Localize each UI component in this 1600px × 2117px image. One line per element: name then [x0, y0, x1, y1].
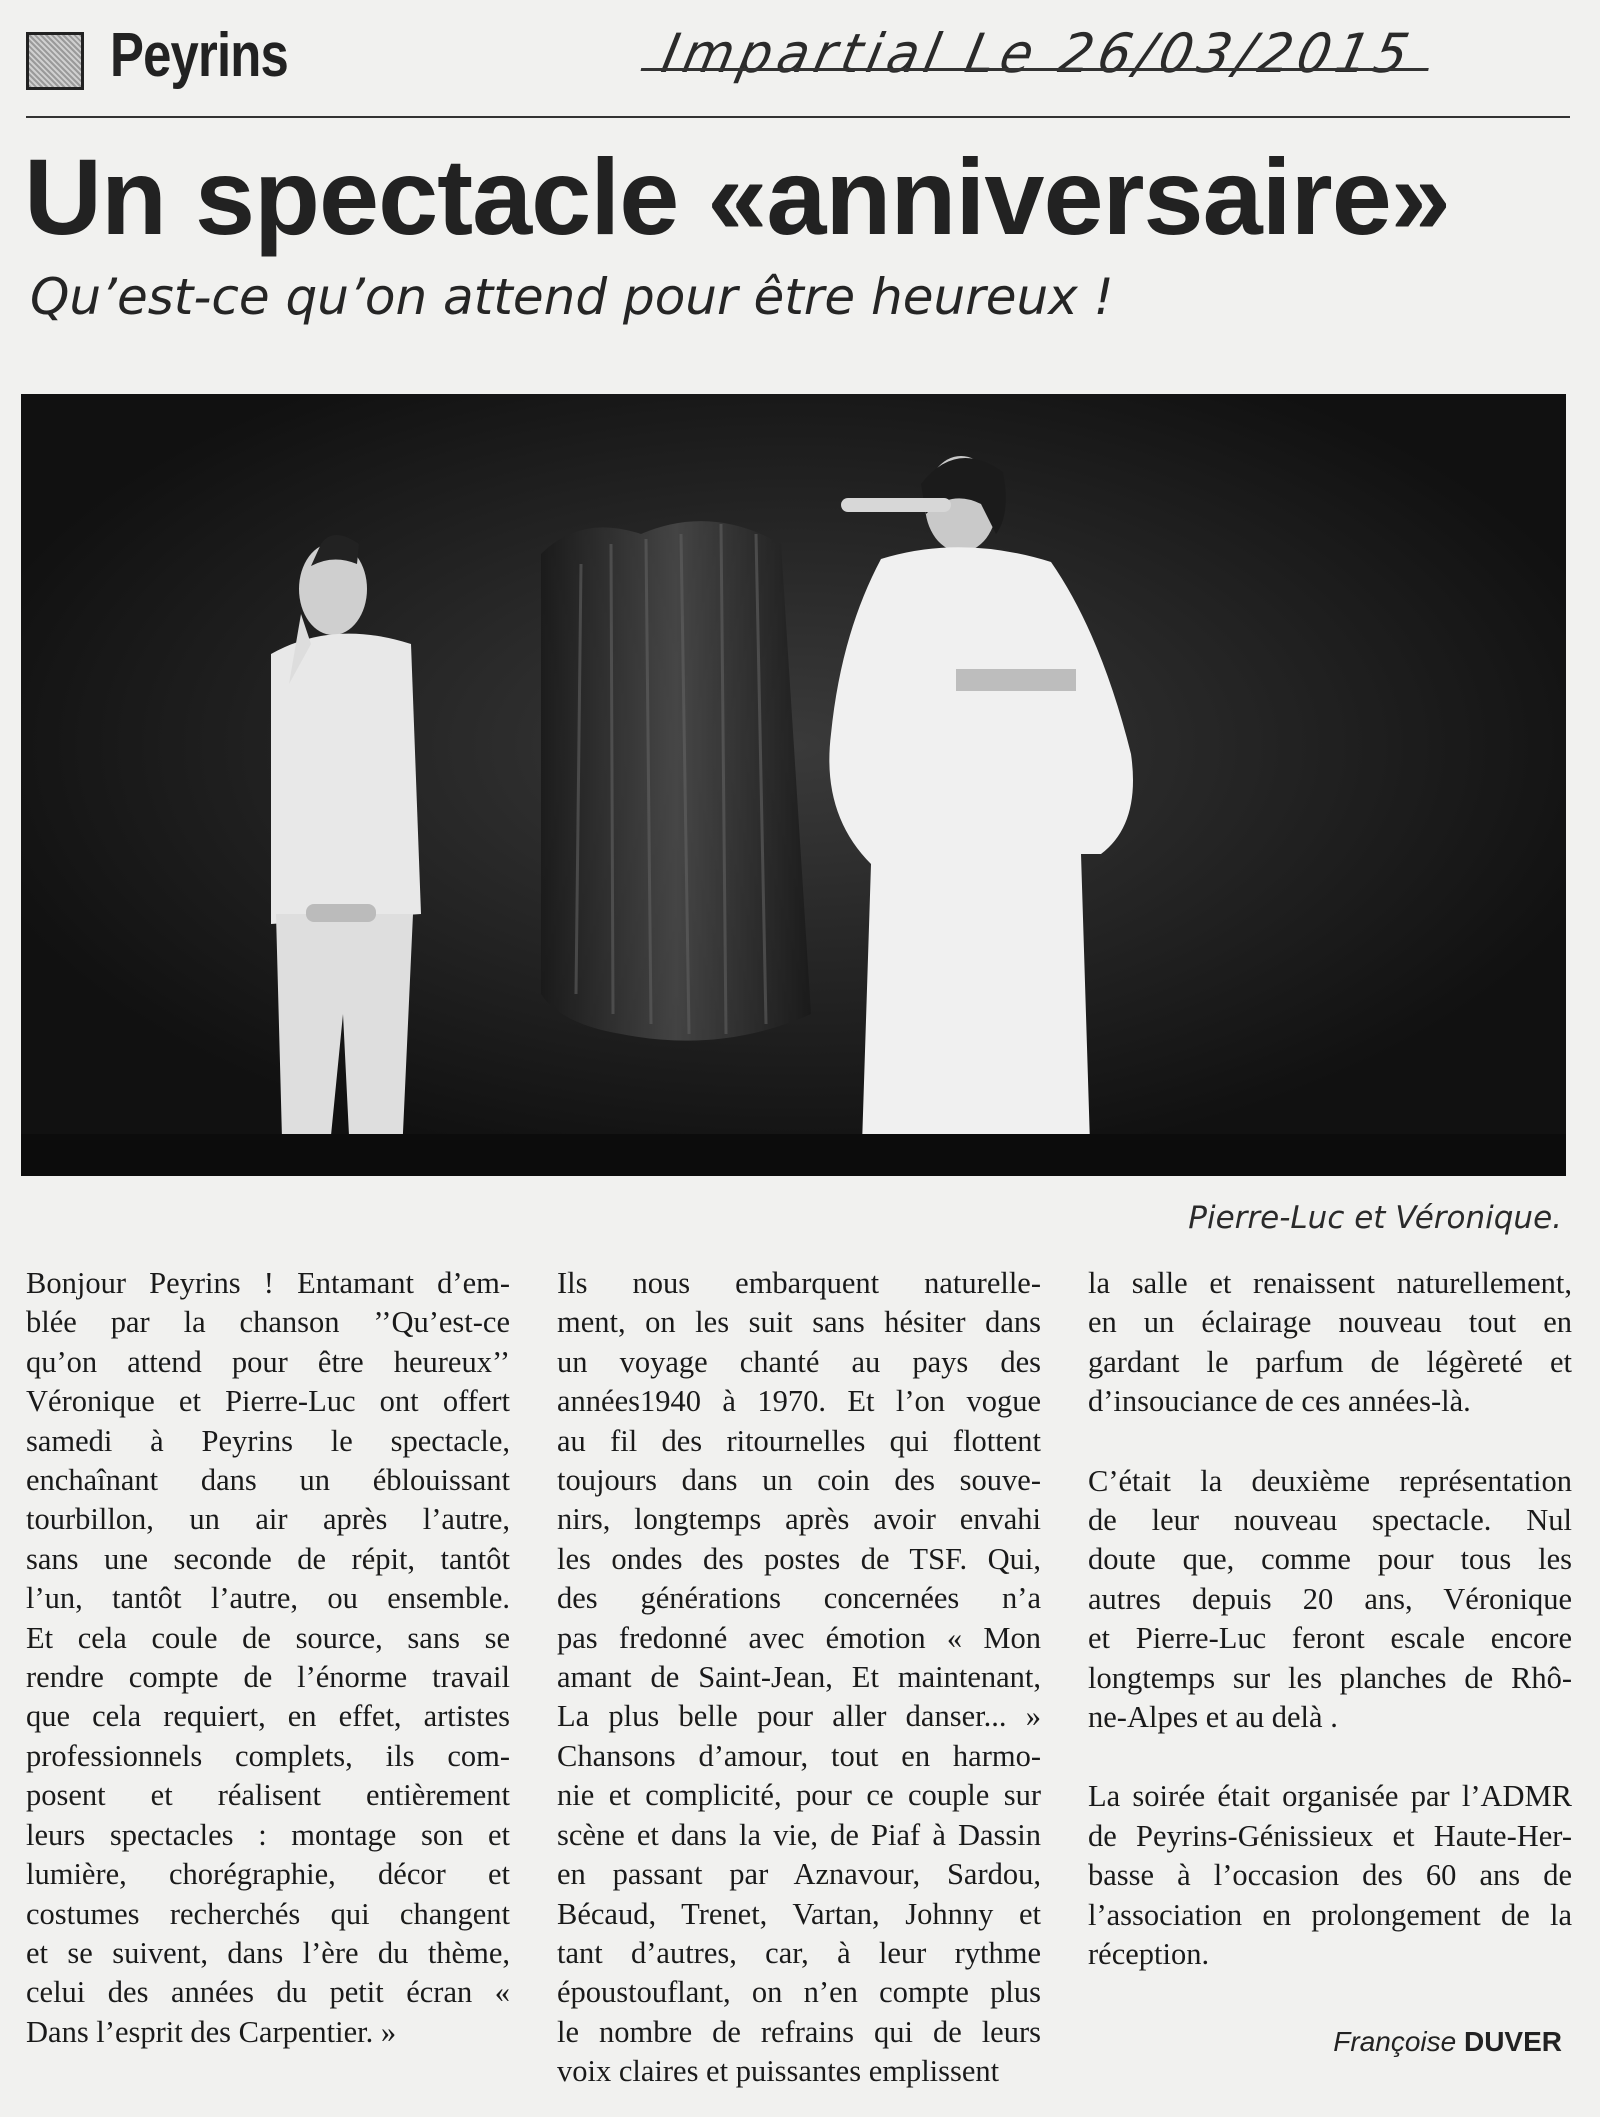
text-line: La plus belle pour aller danser... » — [557, 1699, 1041, 1734]
text-line: en passant par Aznavour, Sardou, — [557, 1857, 1041, 1892]
text-line: blée par la chanson ’’Qu’est-ce — [26, 1305, 510, 1340]
header-rule — [26, 116, 1570, 118]
text-line: Ils nous embarquent naturelle- — [557, 1266, 1041, 1300]
text-line: toujours dans un coin des souve- — [557, 1463, 1041, 1498]
text-line: gardant le parfum de légèreté et — [1088, 1344, 1572, 1379]
text-line: un voyage chanté au pays des — [557, 1344, 1041, 1379]
text-line: scène et dans la vie, de Piaf à Dassin — [557, 1817, 1041, 1852]
text-line: ment, on les suit sans hésiter dans — [557, 1305, 1041, 1340]
text-line: Bonjour Peyrins ! Entamant d’em- — [26, 1266, 510, 1300]
text-line: longtemps sur les planches de Rhô- — [1088, 1660, 1572, 1695]
paragraph-2 — [1088, 1462, 1572, 1738]
text-line: celui des années du petit écran « — [26, 1975, 510, 2010]
text-line: amant de Saint-Jean, Et maintenant, — [557, 1660, 1041, 1695]
text-line: d’insouciance de ces années-là. — [1088, 1384, 1471, 1419]
article-column-2 — [557, 1264, 1041, 2092]
text-line: tant d’autres, car, à leur rythme — [557, 1935, 1041, 1970]
stage-photo-illustration — [21, 394, 1566, 1176]
text-line: qu’on attend pour être heureux’’ — [26, 1344, 510, 1379]
paragraph-1 — [1088, 1264, 1572, 1422]
text-line: basse à l’occasion des 60 ans de — [1088, 1858, 1572, 1893]
section-marker-box — [26, 32, 84, 90]
text-line: Bécaud, Trenet, Vartan, Johnny et — [557, 1896, 1041, 1931]
handwritten-note: Impartial Le 26/03/2015 — [656, 22, 1420, 85]
text-line: tourbillon, un air après l’autre, — [26, 1502, 510, 1537]
author-first-name: Françoise — [1333, 2026, 1457, 2057]
text-line: rendre compte de l’énorme travail — [26, 1660, 510, 1695]
text-line: samedi à Peyrins le spectacle, — [26, 1423, 510, 1458]
article-subtitle: Qu’est-ce qu’on attend pour être heureux ! — [30, 268, 1114, 326]
text-line: voix claires et puissantes emplissent — [557, 2054, 1000, 2089]
article-photo — [21, 394, 1566, 1176]
text-line: que cela requiert, en effet, artistes — [26, 1699, 510, 1734]
article-column-1 — [26, 1264, 510, 2052]
text-line: pas fredonné avec émotion « Mon — [557, 1620, 1041, 1655]
text-line: autres depuis 20 ans, Véronique — [1088, 1581, 1572, 1616]
text-line: nie et complicité, pour ce couple sur — [557, 1778, 1041, 1813]
text-line: nirs, longtemps après avoir envahi — [557, 1502, 1041, 1537]
text-line: l’association en prolongement de la — [1088, 1897, 1572, 1932]
text-line: réception. — [1088, 1937, 1210, 1972]
article-column-3 — [1088, 1264, 1572, 1975]
author-signature — [1333, 2026, 1562, 2058]
text-line: La soirée était organisée par l’ADMR — [1088, 1779, 1572, 1814]
paragraph-3 — [1088, 1777, 1572, 1974]
text-line: Véronique et Pierre-Luc ont offert — [26, 1384, 510, 1419]
text-line: C’était la deuxième représentation — [1088, 1463, 1572, 1498]
text-line: le nombre de refrains qui de leurs — [557, 2014, 1041, 2049]
text-line: Dans l’esprit des Carpentier. » — [26, 2014, 397, 2049]
text-line: costumes recherchés qui changent — [26, 1896, 510, 1931]
text-line: sans une seconde de répit, tantôt — [26, 1541, 510, 1576]
text-line: leurs spectacles : montage son et — [26, 1817, 510, 1852]
text-line: et se suivent, dans l’ère du thème, — [26, 1935, 510, 1970]
text-line: posent et réalisent entièrement — [26, 1778, 510, 1813]
text-line: doute que, comme pour tous les — [1088, 1542, 1572, 1577]
text-line: lumière, chorégraphie, décor et — [26, 1857, 510, 1892]
text-line: époustouflant, on n’en compte plus — [557, 1975, 1041, 2010]
article-title: Un spectacle «anniversaire» — [24, 136, 1450, 257]
text-line: la salle et renaissent naturellement, — [1088, 1266, 1572, 1300]
text-line: des générations concernées n’a — [557, 1581, 1041, 1616]
text-line: Chansons d’amour, tout en harmo- — [557, 1738, 1041, 1773]
section-name: Peyrins — [110, 21, 288, 90]
text-line: de leur nouveau spectacle. Nul — [1088, 1503, 1572, 1538]
text-line: ne-Alpes et au delà . — [1088, 1700, 1338, 1735]
text-line: Et cela coule de source, sans se — [26, 1620, 510, 1655]
text-line: professionnels complets, ils com- — [26, 1738, 510, 1773]
text-line: et Pierre-Luc feront escale encore — [1088, 1621, 1572, 1656]
text-line: enchaînant dans un éblouissant — [26, 1463, 510, 1498]
text-line: de Peyrins-Génissieux et Haute-Her- — [1088, 1818, 1572, 1853]
text-line: l’un, tantôt l’autre, ou ensemble. — [26, 1581, 510, 1616]
text-line: en un éclairage nouveau tout en — [1088, 1305, 1572, 1340]
text-line: années1940 à 1970. Et l’on vogue — [557, 1384, 1041, 1419]
author-last-name: DUVER — [1463, 2026, 1562, 2057]
text-line: les ondes des postes de TSF. Qui, — [557, 1541, 1041, 1576]
text-line: au fil des ritournelles qui flottent — [557, 1423, 1041, 1458]
photo-caption: Pierre-Luc et Véronique. — [1188, 1200, 1562, 1236]
